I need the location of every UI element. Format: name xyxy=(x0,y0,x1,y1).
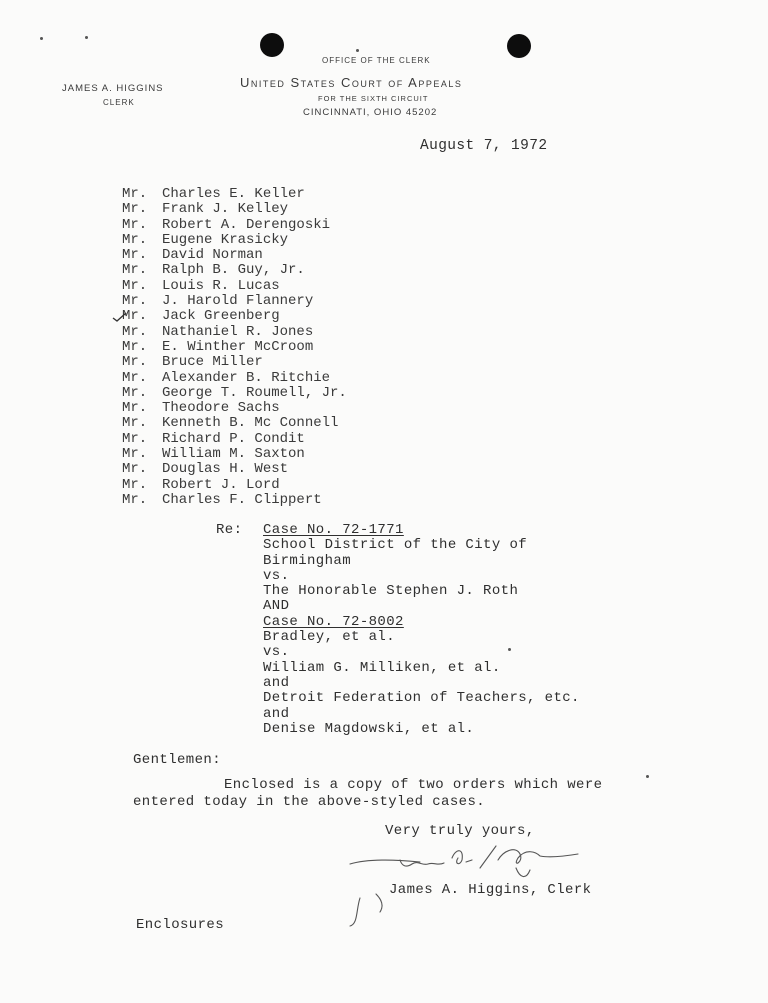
recipient-row xyxy=(122,309,347,324)
re-case-line: vs. xyxy=(263,644,290,661)
re-case-line: Denise Magdowski, et al. xyxy=(263,720,475,737)
body-line-1: Enclosed is a copy of two orders which were xyxy=(224,777,603,793)
recipient-row xyxy=(122,447,347,462)
recipient-honorific: Mr. xyxy=(122,216,148,233)
re-case-line: and xyxy=(263,674,290,691)
re-case-line: School District of the City of xyxy=(263,537,528,554)
scan-speck xyxy=(646,775,649,778)
recipient-row xyxy=(122,248,347,263)
court-name: United States Court of Appeals xyxy=(240,75,463,90)
recipient-row xyxy=(122,263,347,278)
recipient-honorific: Mr. xyxy=(122,323,148,340)
recipient-row xyxy=(122,340,347,355)
recipient-name: Douglas H. West xyxy=(162,461,289,478)
recipient-name: Bruce Miller xyxy=(162,354,263,371)
recipient-name: Kenneth B. Mc Connell xyxy=(162,415,339,432)
recipient-honorific: Mr. xyxy=(122,247,148,264)
recipient-honorific: Mr. xyxy=(122,277,148,294)
recipient-row xyxy=(122,187,347,202)
recipient-row xyxy=(122,401,347,416)
recipient-honorific: Mr. xyxy=(122,461,148,478)
recipient-row xyxy=(122,202,347,217)
recipient-name: Robert A. Derengoski xyxy=(162,216,331,233)
re-case-line: Detroit Federation of Teachers, etc. xyxy=(263,690,580,707)
recipient-honorific: Mr. xyxy=(122,384,148,401)
re-case-list xyxy=(263,523,580,737)
recipient-name: J. Harold Flannery xyxy=(162,293,314,310)
recipient-name: Jack Greenberg xyxy=(162,308,280,325)
salutation: Gentlemen: xyxy=(133,752,222,768)
scan-speck xyxy=(356,49,359,52)
recipient-row xyxy=(122,371,347,386)
recipient-honorific: Mr. xyxy=(122,293,148,310)
re-case-number: Case No. 72-1771 xyxy=(263,522,404,538)
re-case-line: and xyxy=(263,705,290,722)
recipient-row xyxy=(122,386,347,401)
recipient-name: Charles E. Keller xyxy=(162,186,305,202)
office-of-the-clerk: OFFICE OF THE CLERK xyxy=(322,56,431,65)
recipient-honorific: Mr. xyxy=(122,354,148,371)
punch-hole-right xyxy=(507,34,531,58)
recipient-name: George T. Roumell, Jr. xyxy=(162,384,347,401)
closing: Very truly yours, xyxy=(385,823,535,839)
signature-name: James A. Higgins, Clerk xyxy=(389,882,592,898)
recipient-row xyxy=(122,462,347,477)
recipient-name: Richard P. Condit xyxy=(162,430,305,447)
recipient-honorific: Mr. xyxy=(122,400,148,417)
recipient-honorific: Mr. xyxy=(122,231,148,248)
recipient-row xyxy=(122,355,347,370)
clerk-title: CLERK xyxy=(103,98,135,107)
scan-speck xyxy=(508,648,511,651)
letter-date: August 7, 1972 xyxy=(420,138,548,154)
re-case-line: Bradley, et al. xyxy=(263,629,396,646)
recipient-name: Charles F. Clippert xyxy=(162,491,322,508)
recipient-honorific: Mr. xyxy=(122,308,148,325)
recipient-row xyxy=(122,233,347,248)
recipient-name: Theodore Sachs xyxy=(162,400,280,417)
scan-speck xyxy=(40,37,43,40)
recipient-honorific: Mr. xyxy=(122,186,148,202)
recipient-honorific: Mr. xyxy=(122,415,148,432)
recipient-name: E. Winther McCroom xyxy=(162,338,314,355)
re-label: Re: xyxy=(216,522,243,538)
recipient-name: Robert J. Lord xyxy=(162,476,280,493)
recipient-honorific: Mr. xyxy=(122,446,148,463)
re-case-line: Birmingham xyxy=(263,552,352,569)
circuit-name: FOR THE SIXTH CIRCUIT xyxy=(318,94,429,103)
recipient-row xyxy=(122,493,347,508)
recipient-name: Alexander B. Ritchie xyxy=(162,369,331,386)
recipient-row xyxy=(122,279,347,294)
recipient-honorific: Mr. xyxy=(122,338,148,355)
re-case-line: vs. xyxy=(263,567,290,584)
check-mark-icon xyxy=(112,311,128,323)
recipient-name: Ralph B. Guy, Jr. xyxy=(162,262,305,279)
recipient-name: William M. Saxton xyxy=(162,446,305,463)
recipient-name: Frank J. Kelley xyxy=(162,201,289,218)
clerk-name: JAMES A. HIGGINS xyxy=(62,83,164,94)
recipient-honorific: Mr. xyxy=(122,476,148,493)
enclosures-note: Enclosures xyxy=(136,917,225,933)
recipient-row xyxy=(122,218,347,233)
recipient-name: David Norman xyxy=(162,247,263,264)
re-case-line: The Honorable Stephen J. Roth xyxy=(263,583,519,600)
recipient-row xyxy=(122,294,347,309)
recipient-row xyxy=(122,416,347,431)
recipient-honorific: Mr. xyxy=(122,201,148,218)
recipient-honorific: Mr. xyxy=(122,369,148,386)
recipient-name: Nathaniel R. Jones xyxy=(162,323,314,340)
scan-speck xyxy=(85,36,88,39)
recipient-honorific: Mr. xyxy=(122,491,148,508)
recipient-row xyxy=(122,432,347,447)
re-case-line: William G. Milliken, et al. xyxy=(263,659,501,676)
recipient-name: Louis R. Lucas xyxy=(162,277,280,294)
recipient-row xyxy=(122,325,347,340)
recipient-list xyxy=(122,187,347,508)
recipient-honorific: Mr. xyxy=(122,430,148,447)
recipient-honorific: Mr. xyxy=(122,262,148,279)
re-case-number: Case No. 72-8002 xyxy=(263,613,404,630)
recipient-row xyxy=(122,478,347,493)
recipient-name: Eugene Krasicky xyxy=(162,231,289,248)
court-address: CINCINNATI, OHIO 45202 xyxy=(303,107,438,118)
punch-hole-left xyxy=(260,33,284,57)
body-line-2: entered today in the above-styled cases. xyxy=(133,794,486,810)
re-case-line: AND xyxy=(263,598,290,615)
